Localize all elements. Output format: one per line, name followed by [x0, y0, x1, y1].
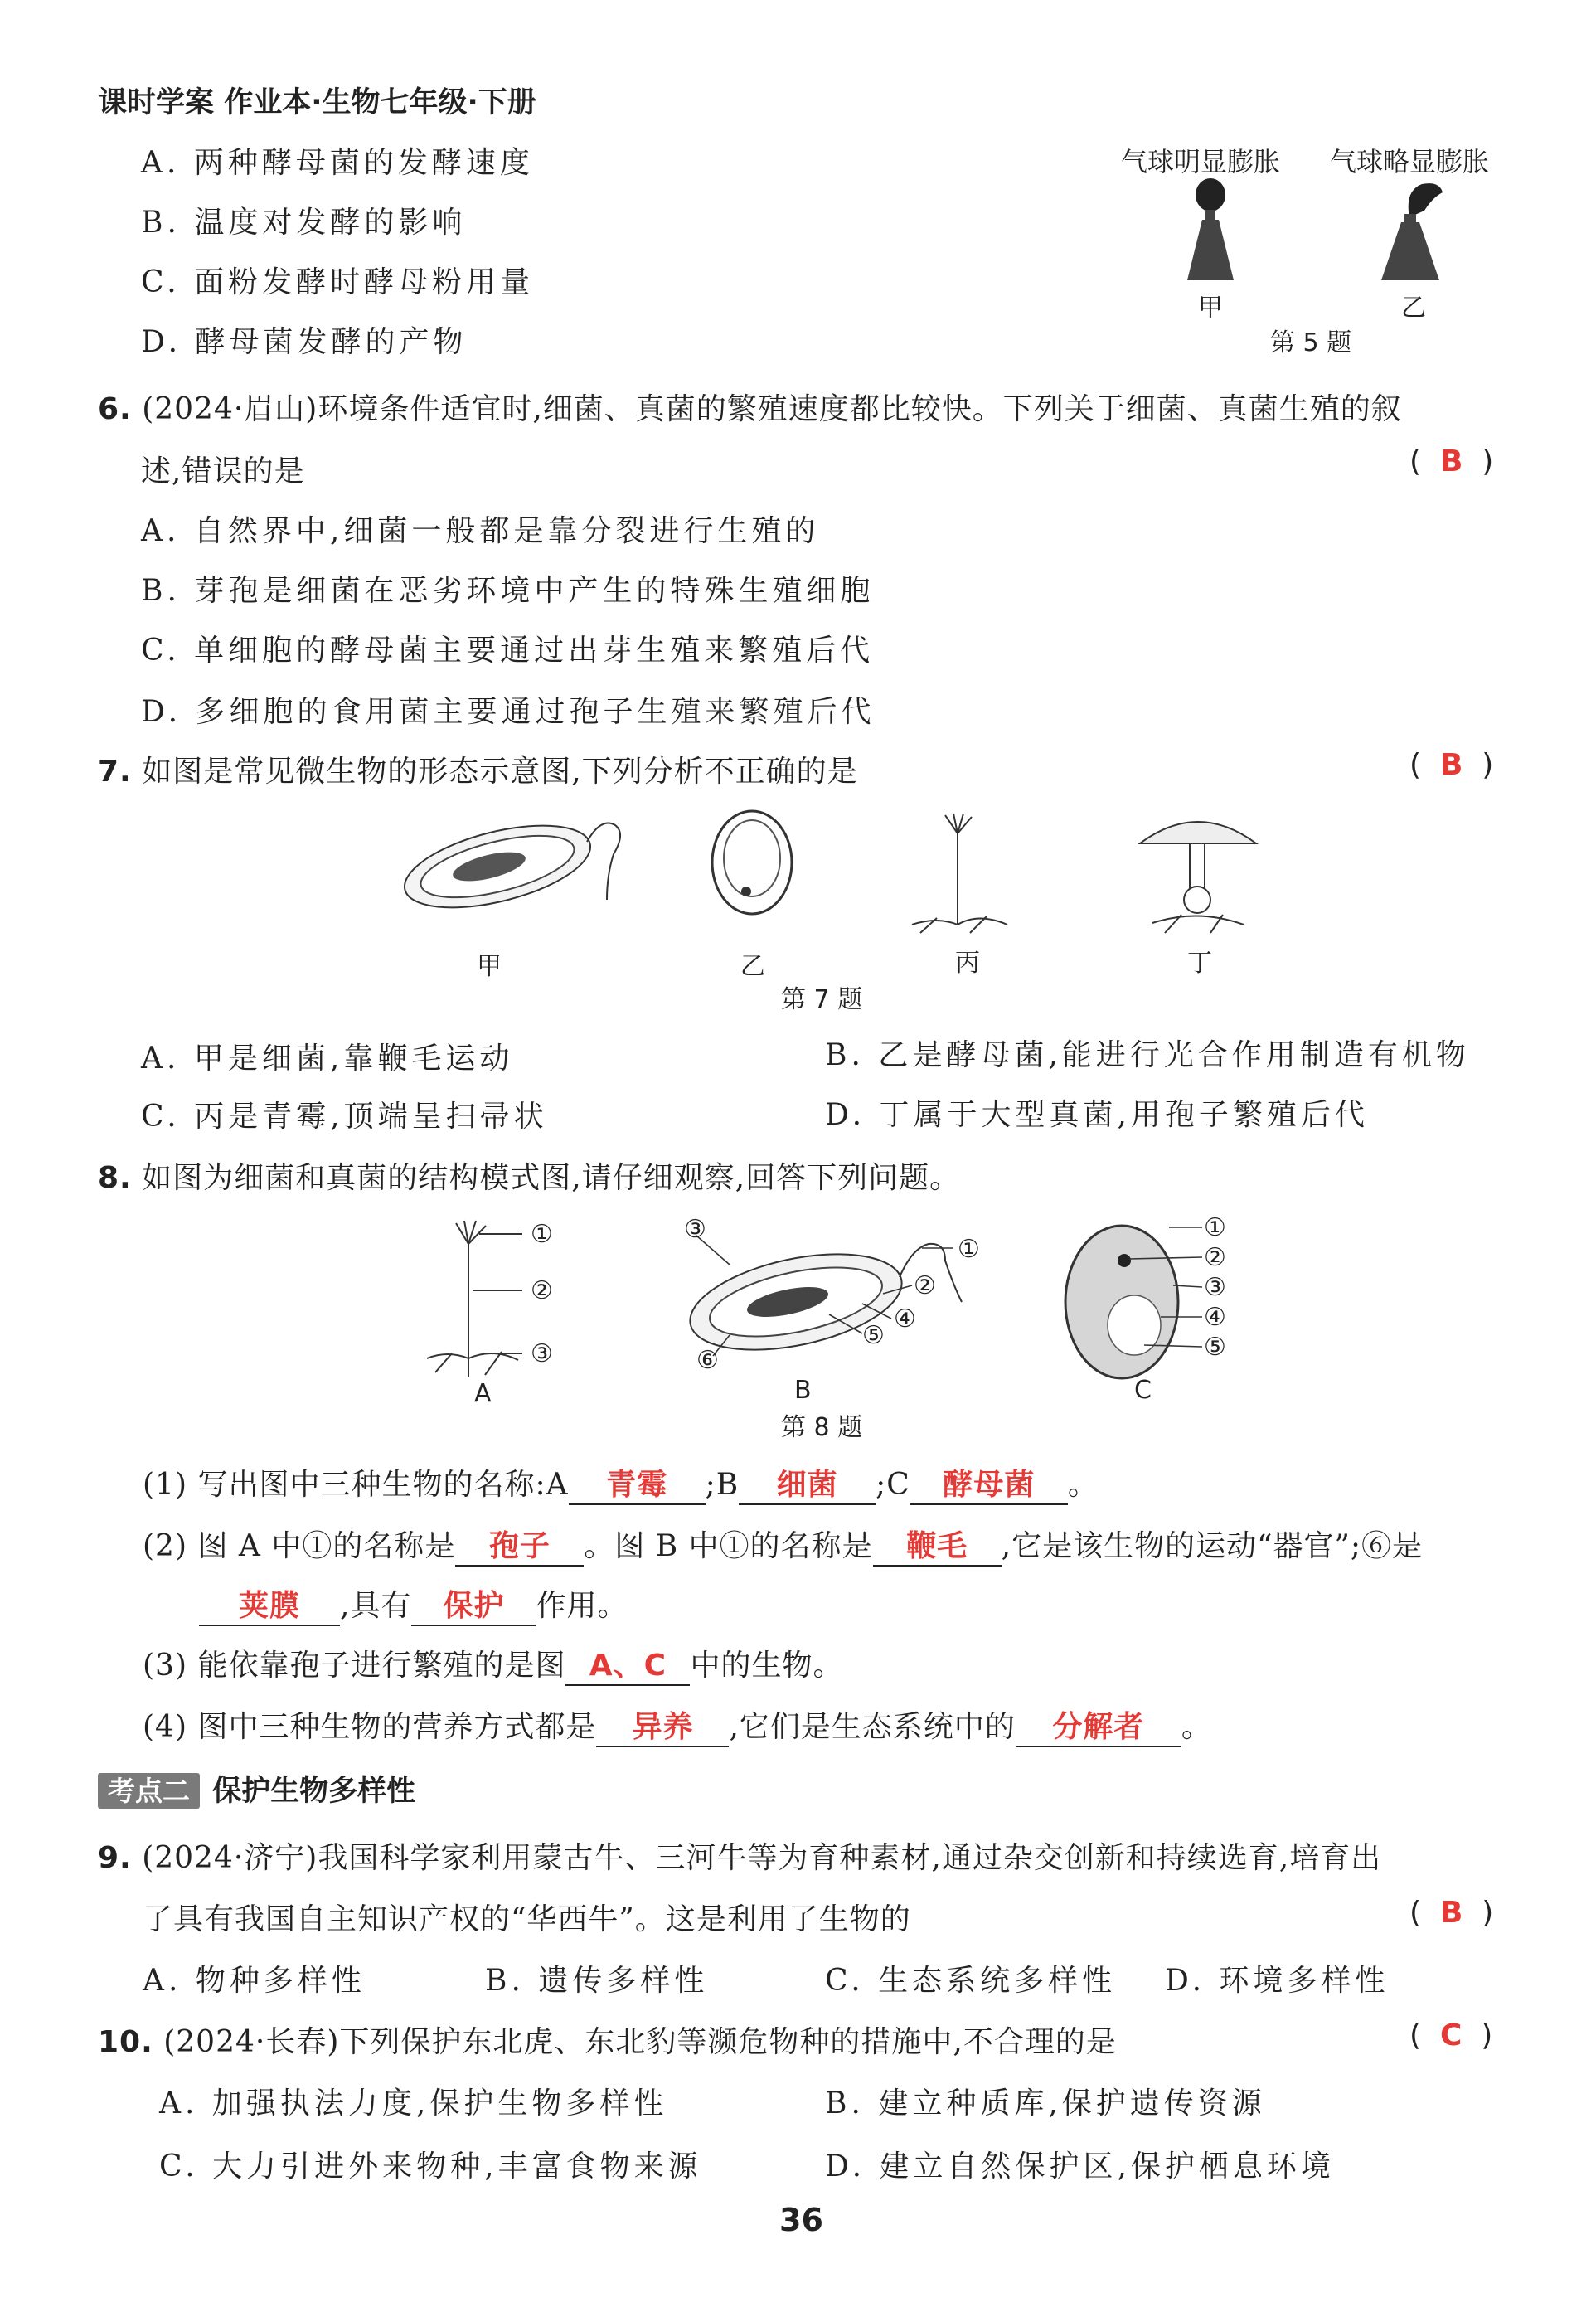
q8-p1-blank-c: 酵母菌 [910, 1461, 1068, 1505]
q8-p2-post: ,它是该生物的运动“器官”;⑥是 [1001, 1529, 1424, 1563]
q9-option-b: B. 遗传多样性 [485, 1964, 709, 1998]
q8-b-mark-3: ③ [684, 1215, 706, 1244]
q8-p1-sepb: ;B [705, 1468, 740, 1502]
q10-stem-line [98, 2018, 1117, 2061]
q8-p1-pre: (1) 写出图中三种生物的名称:A [143, 1468, 569, 1502]
q5-fig-yi: 乙 [1401, 294, 1426, 323]
q6-answer: B [1439, 444, 1463, 478]
q8-p1-blank-b: 细菌 [739, 1461, 876, 1505]
q7-label-bing: 丙 [955, 949, 980, 978]
q8-fig-a [427, 1221, 522, 1377]
q8-p4-blank-b: 分解者 [1016, 1703, 1181, 1747]
q9-option-c: C. 生态系统多样性 [825, 1964, 1117, 1998]
q8-fig-c [1065, 1226, 1202, 1378]
q8-p2-pre: (2) 图 A 中①的名称是 [143, 1529, 456, 1563]
q8-b-mark-2: ② [914, 1271, 936, 1300]
q9-stem2: 了具有我国自主知识产权的“华西牛”。这是利用了生物的 [143, 1902, 911, 1936]
q5-option-a: A. 两种酵母菌的发酵速度 [141, 146, 534, 180]
header-book: 作业本 [224, 86, 312, 119]
q6-stem1: (2024·眉山)环境条件适宜时,细菌、真菌的繁殖速度都比较快。下列关于细菌、真菌生殖的叙 [142, 392, 1402, 426]
q8-p3-post: 中的生物。 [690, 1649, 844, 1683]
section-tag: 考点二 [98, 1773, 200, 1809]
q8-p2b-blank-b: 保护 [411, 1582, 536, 1626]
q8-b-mark-1: ① [958, 1235, 980, 1264]
q7-caption: 第 7 题 [781, 985, 863, 1014]
q8-c-mark-3: ③ [1204, 1273, 1226, 1302]
q10-option-c: C. 大力引进外来物种,丰富食物来源 [159, 2150, 702, 2184]
q8-p3-blank-a: A、C [565, 1642, 690, 1686]
q6-option-a: A. 自然界中,细菌一般都是靠分裂进行生殖的 [141, 514, 820, 548]
q5-fig-label-left: 气球明显膨胀 [1121, 146, 1281, 177]
q10-number: 10. [98, 2025, 153, 2059]
q8-stem-line [98, 1154, 960, 1197]
flask-jia [1187, 220, 1234, 280]
q9-number: 9. [98, 1841, 132, 1875]
q7-mushroom [1140, 822, 1256, 933]
q8-p2b-blank-a: 荚膜 [199, 1582, 340, 1626]
balloon-jia [1196, 178, 1225, 211]
q10-answer: C [1439, 2018, 1463, 2052]
q5-fig-label-right: 气球略显膨胀 [1330, 146, 1490, 177]
section-title: 保护生物多样性 [212, 1775, 416, 1808]
q6-stem-line1 [98, 386, 1402, 428]
flask-yi [1381, 222, 1439, 280]
q7-option-c: C. 丙是青霉,顶端呈扫帚状 [141, 1100, 548, 1134]
q6-option-b: B. 芽孢是细菌在恶劣环境中产生的特殊生殖细胞 [141, 574, 875, 608]
q8-number: 8. [98, 1161, 132, 1195]
q8-p2b-end: 作用。 [536, 1589, 628, 1623]
q8-structure-figure [415, 1211, 1244, 1414]
q5-option-d: D. 酵母菌发酵的产物 [141, 325, 468, 359]
q8-p4-pre: (4) 图中三种生物的营养方式都是 [143, 1710, 597, 1744]
q8-p1-sepc: ;C [876, 1468, 910, 1502]
page-header [98, 80, 536, 121]
q8-b-mark-4: ④ [894, 1304, 916, 1333]
q8-p4-end: 。 [1181, 1710, 1212, 1744]
page-number: 36 [779, 2202, 823, 2238]
q9-option-a: A. 物种多样性 [143, 1964, 366, 1998]
q5-flask-figure [1169, 174, 1467, 290]
q5-caption: 第 5 题 [1270, 328, 1352, 357]
q8-part4 [143, 1703, 1212, 1747]
q7-stem-line [98, 748, 858, 790]
q8-part2 [143, 1523, 1423, 1567]
q10-stem: (2024·长春)下列保护东北虎、东北豹等濒危物种的措施中,不合理的是 [163, 2025, 1117, 2059]
q9-answer-box: ( B ) [1409, 1896, 1494, 1930]
q8-p2b-mid: ,具有 [340, 1589, 412, 1623]
q8-p2-blank-a: 孢子 [455, 1523, 584, 1567]
q7-option-a: A. 甲是细菌,靠鞭毛运动 [141, 1042, 514, 1076]
q7-label-ding: 丁 [1187, 949, 1212, 978]
q8-a-mark-2: ② [531, 1276, 553, 1305]
q8-label-b: B [794, 1376, 812, 1405]
q8-p4-mid: ,它们是生态系统中的 [729, 1710, 1016, 1744]
q5-option-b: B. 温度对发酵的影响 [141, 206, 467, 240]
q8-p4-blank-a: 异养 [596, 1703, 729, 1747]
q10-option-b: B. 建立种质库,保护遗传资源 [825, 2086, 1266, 2120]
q7-option-b: B. 乙是酵母菌,能进行光合作用制造有机物 [825, 1038, 1470, 1072]
q8-caption: 第 8 题 [781, 1413, 863, 1442]
q8-fig-b [682, 1236, 962, 1367]
q8-b-mark-5: ⑤ [862, 1321, 885, 1350]
q7-label-yi: 乙 [740, 952, 765, 981]
q8-c-mark-5: ⑤ [1204, 1333, 1226, 1362]
header-subject: ·生物七年级·下册 [311, 86, 536, 119]
q9-option-d: D. 环境多样性 [1165, 1964, 1390, 1998]
q8-p3-pre: (3) 能依靠孢子进行繁殖的是图 [143, 1649, 566, 1683]
q7-answer-box: ( B ) [1409, 748, 1494, 782]
q8-b-mark-6: ⑥ [696, 1346, 719, 1375]
q6-stem2: 述,错误的是 [141, 454, 305, 488]
q7-label-jia: 甲 [477, 952, 502, 981]
q6-number: 6. [98, 392, 132, 426]
q9-stem-line1 [98, 1834, 1381, 1877]
q8-part3 [143, 1642, 843, 1686]
q7-answer: B [1439, 748, 1463, 782]
q7-yeast [712, 811, 792, 914]
q7-number: 7. [98, 755, 132, 789]
q8-a-mark-3: ③ [531, 1339, 553, 1368]
q7-bacterium [396, 809, 620, 923]
q8-c-mark-2: ② [1204, 1243, 1226, 1272]
q8-label-c: C [1134, 1376, 1152, 1405]
q9-stem1: (2024·济宁)我国科学家利用蒙古牛、三河牛等为育种素材,通过杂交创新和持续选育,培育出 [142, 1841, 1382, 1875]
q8-stem: 如图为细菌和真菌的结构模式图,请仔细观察,回答下列问题。 [142, 1161, 961, 1195]
q6-answer-box: ( B ) [1409, 444, 1494, 478]
q10-option-d: D. 建立自然保护区,保护栖息环境 [825, 2150, 1335, 2184]
q6-option-c: C. 单细胞的酵母菌主要通过出芽生殖来繁殖后代 [141, 634, 875, 668]
q7-microbe-figure [390, 809, 1285, 950]
q8-a-mark-1: ① [531, 1220, 553, 1249]
q9-answer: B [1439, 1896, 1463, 1930]
q8-p2-blank-b: 鞭毛 [873, 1523, 1002, 1567]
q6-option-d: D. 多细胞的食用菌主要通过孢子生殖来繁殖后代 [141, 695, 876, 729]
q8-part2b [199, 1582, 628, 1626]
q8-p1-end: 。 [1067, 1468, 1099, 1502]
q8-p2-mid: 。图 B 中①的名称是 [584, 1529, 873, 1563]
q5-option-c: C. 面粉发酵时酵母粉用量 [141, 265, 535, 299]
q8-label-a: A [474, 1379, 492, 1408]
q8-p1-blank-a: 青霉 [569, 1461, 706, 1505]
q7-option-d: D. 丁属于大型真菌,用孢子繁殖后代 [825, 1098, 1369, 1132]
section-header [98, 1768, 415, 1810]
balloon-yi [1409, 183, 1443, 217]
q7-stem: 如图是常见微生物的形态示意图,下列分析不正确的是 [142, 755, 858, 789]
q8-c-mark-4: ④ [1204, 1303, 1226, 1332]
q8-part1 [143, 1461, 1099, 1505]
q5-fig-jia: 甲 [1198, 294, 1223, 323]
q7-penicillium [912, 814, 1007, 933]
q10-option-a: A. 加强执法力度,保护生物多样性 [159, 2086, 668, 2120]
q8-c-mark-1: ① [1204, 1213, 1226, 1242]
q10-answer-box: ( C ) [1409, 2018, 1493, 2052]
header-brand: 课时学案 [98, 86, 215, 119]
